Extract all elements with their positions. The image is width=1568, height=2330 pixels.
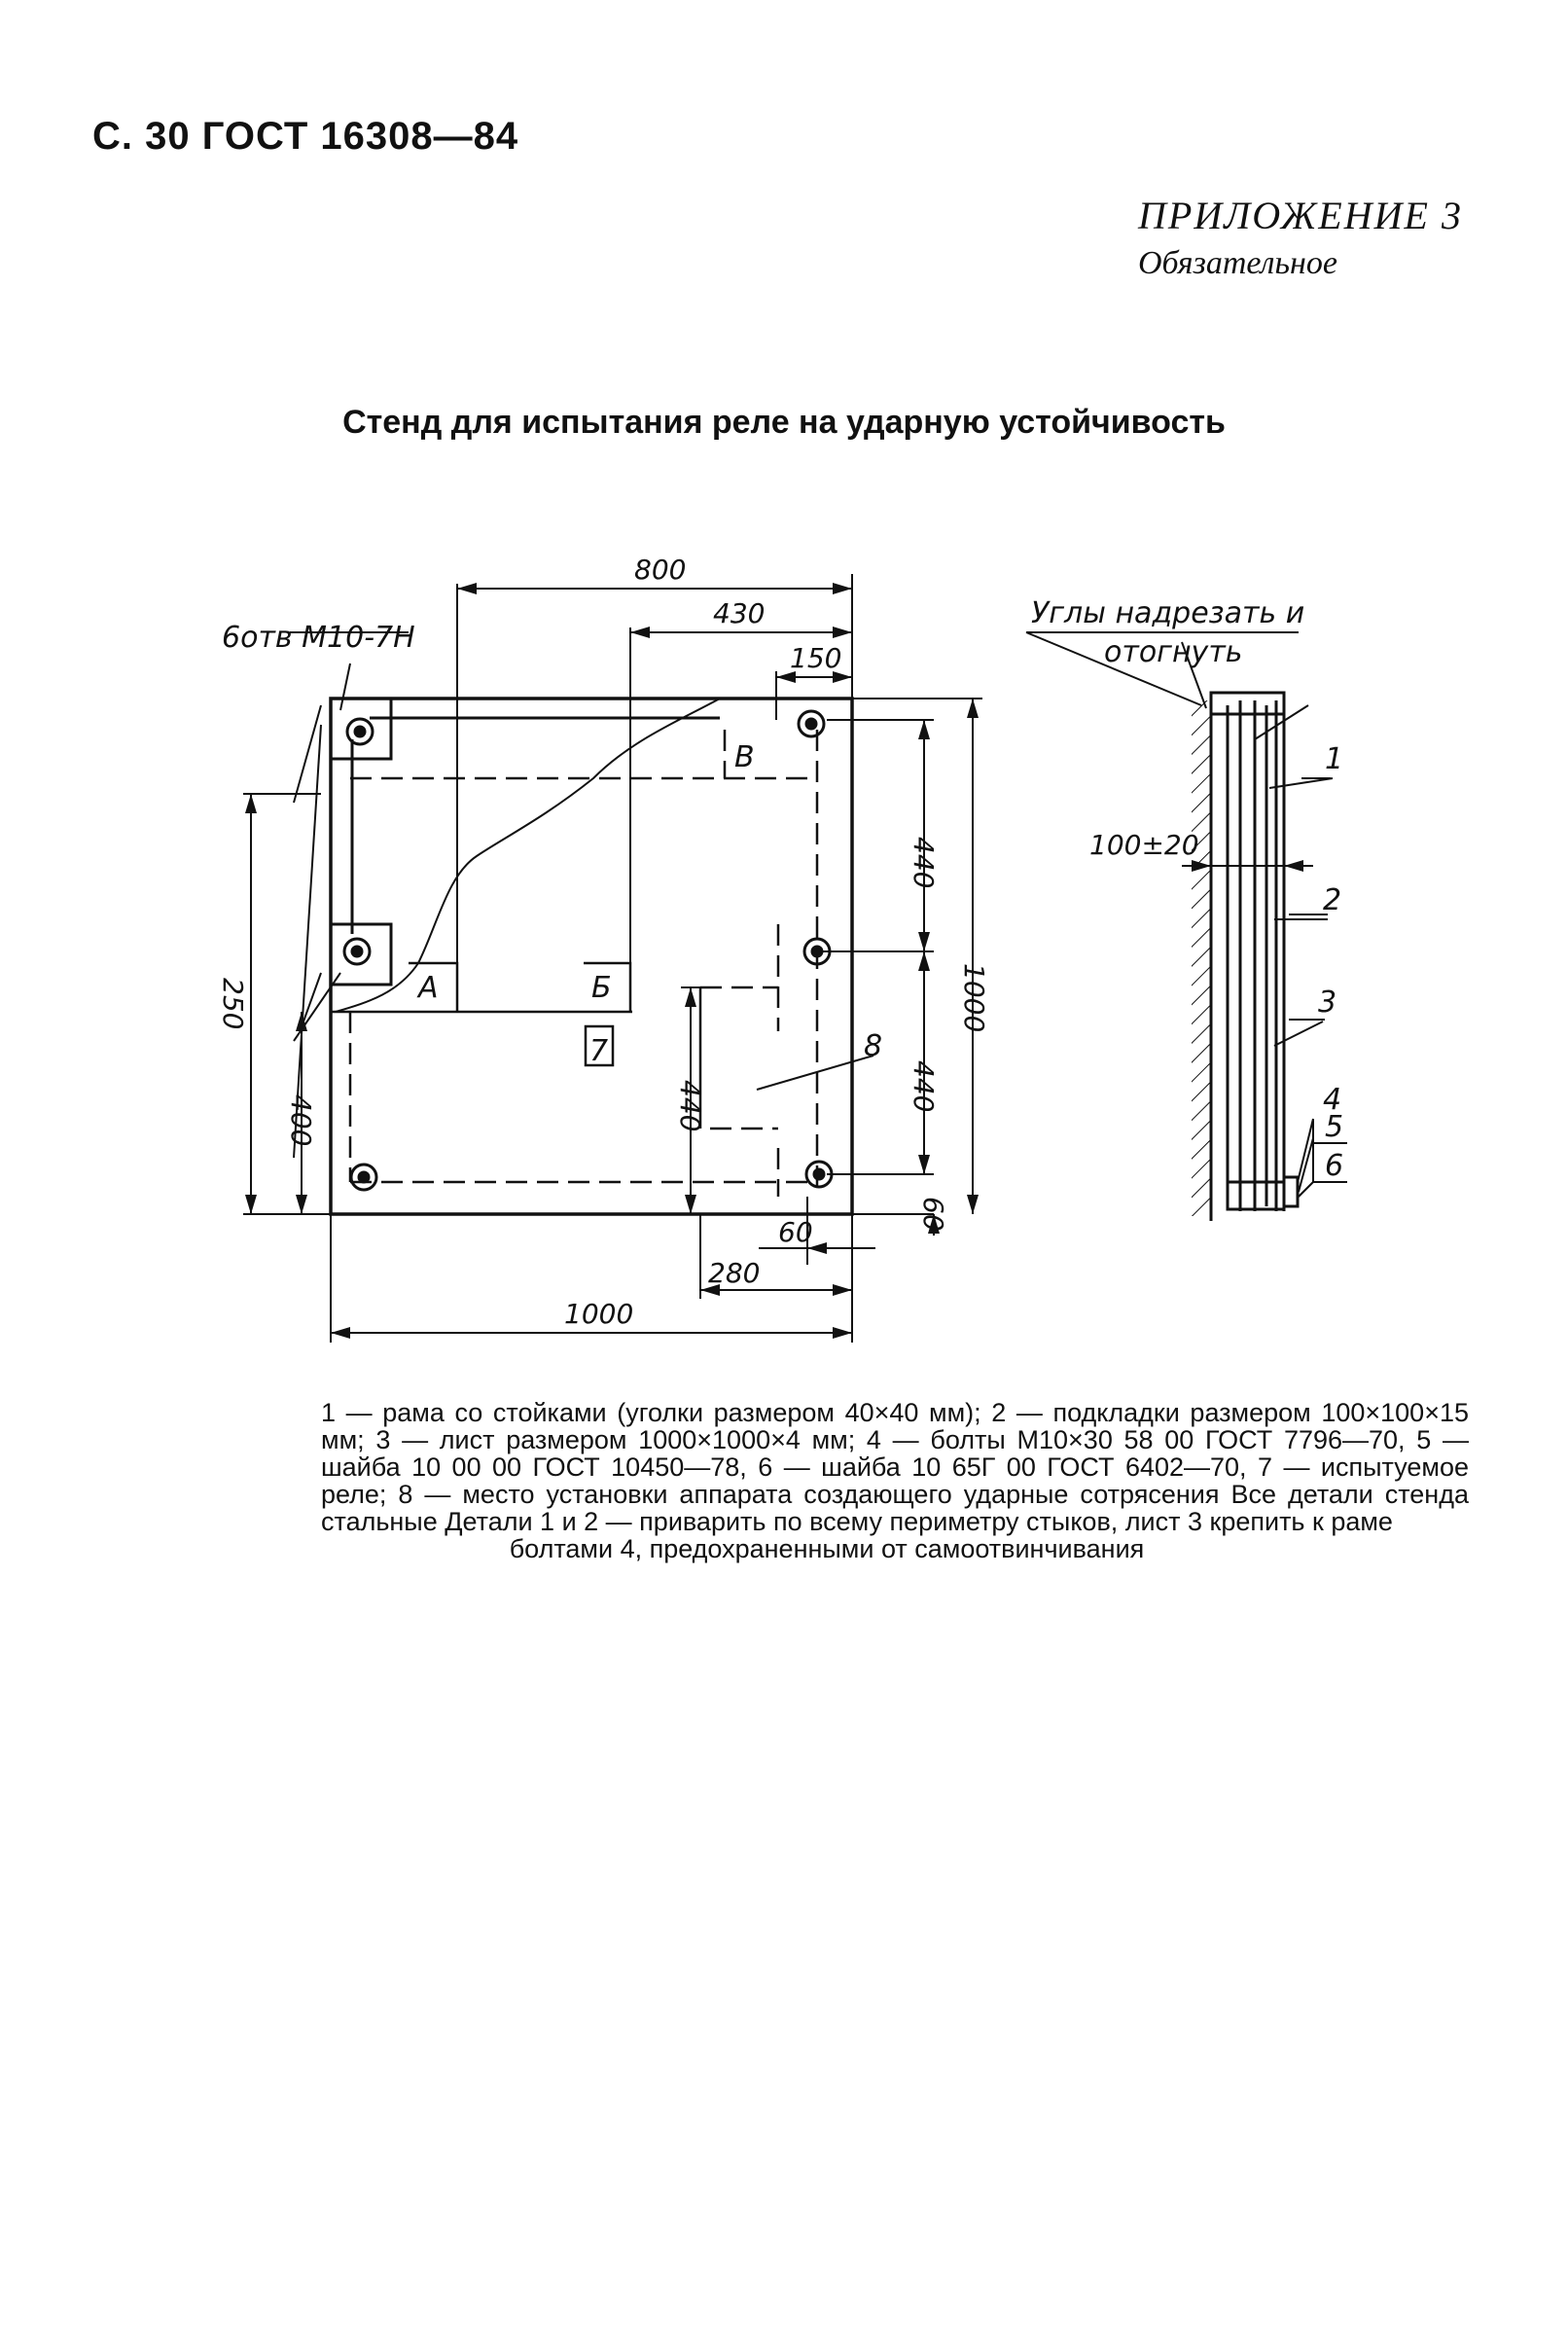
plate-outline [331,699,852,1214]
label-B: Б [591,971,612,1005]
dim-60-bottom: 60 [778,1216,813,1248]
page-header: С. 30 ГОСТ 16308—84 [92,115,519,158]
dim-430: 430 [713,597,766,629]
label-7: 7 [589,1034,609,1068]
appendix-subtitle: Обязательное [1138,245,1337,281]
caption-text-end: болтами 4, предохраненными от самоотвинчивания [509,1534,1145,1563]
label-3: 3 [1318,986,1337,1020]
dim-1000-vertical: 1000 [958,963,990,1033]
caption-text: 1 — рама со стойками (уголки размером 40×40 мм); 2 — подкладки размером 100×100×15 мм; 3 — лист размером 1000×1000×4 мм; 4 — болты М10×30 58 00 ГОСТ 7796—70, 5 — шайба 10 00 00 ГОСТ 10450—78, 6 — шайба 10 65Г 00 ГОСТ 6402—70, 7 — испытуемое реле; 8 — место установки аппарата создающего ударные сотрясения Все детали стенда стальные Детали 1 и 2 — приварить по всему периметру стыков, лист 3 крепить к раме [321,1398,1469,1536]
dim-150: 150 [790,642,842,674]
dim-1000-horizontal: 1000 [564,1298,634,1330]
dim-440-lower: 440 [908,1060,940,1113]
side-view [1026,632,1347,1221]
dim-440-upper: 440 [908,837,940,889]
dim-400: 400 [285,1094,317,1147]
label-6: 6 [1325,1149,1344,1183]
dim-250: 250 [217,978,249,1030]
label-V: В [734,740,755,774]
dim-440-center: 440 [674,1080,706,1132]
dim-280: 280 [708,1257,761,1289]
figure-caption [321,1399,1469,1562]
label-1: 1 [1325,742,1344,776]
label-A: А [418,971,439,1005]
dim-800: 800 [634,554,687,586]
corners-note: Углы надрезать и [1031,596,1305,630]
dim-60-right: 60 [917,1197,949,1232]
appendix-title: ПРИЛОЖЕНИЕ 3 [1138,194,1463,237]
dim-100-spacing: 100±20 [1089,829,1199,861]
label-4: 4 [1323,1083,1342,1117]
label-5: 5 [1325,1110,1344,1144]
label-8: 8 [864,1029,883,1063]
holes-label: 6отв М10-7Н [222,621,415,655]
figure-title: Стенд для испытания реле на ударную устойчивость [342,404,1226,441]
corners-note-2: отогнуть [1104,635,1243,669]
label-2: 2 [1323,883,1342,917]
